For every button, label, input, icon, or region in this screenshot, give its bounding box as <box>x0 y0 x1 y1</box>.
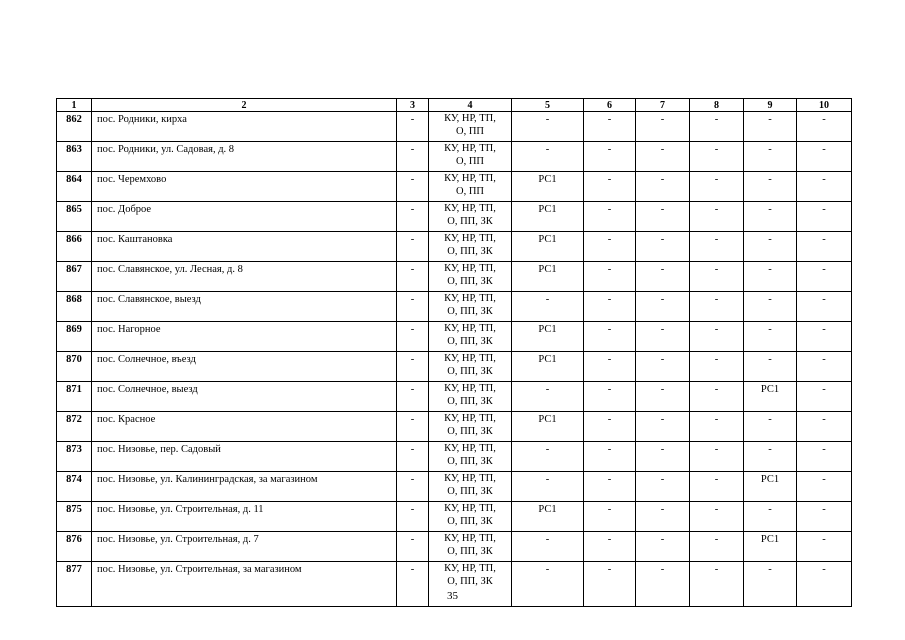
header-cell: 3 <box>397 99 429 112</box>
col3-value: - <box>397 202 429 232</box>
col9-value: - <box>744 322 797 352</box>
location-name: пос. Славянское, выезд <box>92 292 397 322</box>
col6-value: - <box>584 292 636 322</box>
col4-codes <box>429 472 512 502</box>
location-name: пос. Солнечное, выезд <box>92 382 397 412</box>
codes-line-1: КУ, НР, ТП, <box>444 113 496 124</box>
codes-line-2: О, ПП, ЗК <box>447 246 493 257</box>
location-name: пос. Низовье, ул. Калининградская, за магазином <box>92 472 397 502</box>
codes-line-1: КУ, НР, ТП, <box>444 293 496 304</box>
header-cell: 9 <box>744 99 797 112</box>
header-cell: 10 <box>797 99 852 112</box>
col4-codes <box>429 142 512 172</box>
col8-value: - <box>690 232 744 262</box>
col6-value: - <box>584 412 636 442</box>
table-row <box>57 292 852 322</box>
col9-value: РС1 <box>744 532 797 562</box>
col5-value: - <box>512 562 584 607</box>
col4-codes <box>429 232 512 262</box>
col10-value: - <box>797 532 852 562</box>
col9-value: - <box>744 262 797 292</box>
col3-value: - <box>397 352 429 382</box>
location-name: пос. Солнечное, въезд <box>92 352 397 382</box>
header-cell: 5 <box>512 99 584 112</box>
col5-value: РС1 <box>512 262 584 292</box>
location-name: пос. Низовье, ул. Строительная, за магазином <box>92 562 397 607</box>
col4-codes <box>429 202 512 232</box>
header-cell: 2 <box>92 99 397 112</box>
codes-line-1: КУ, НР, ТП, <box>444 443 496 454</box>
col5-value: - <box>512 292 584 322</box>
header-cell: 1 <box>57 99 92 112</box>
col10-value: - <box>797 232 852 262</box>
location-name: пос. Родники, кирха <box>92 112 397 142</box>
col7-value: - <box>636 352 690 382</box>
col5-value: РС1 <box>512 502 584 532</box>
col3-value: - <box>397 142 429 172</box>
col10-value: - <box>797 502 852 532</box>
row-number: 867 <box>57 262 92 292</box>
col10-value: - <box>797 202 852 232</box>
col6-value: - <box>584 472 636 502</box>
row-number: 873 <box>57 442 92 472</box>
col6-value: - <box>584 532 636 562</box>
col10-value: - <box>797 112 852 142</box>
col9-value: - <box>744 412 797 442</box>
codes-line-2: О, ПП, ЗК <box>447 486 493 497</box>
col3-value: - <box>397 322 429 352</box>
col5-value: РС1 <box>512 322 584 352</box>
col8-value: - <box>690 172 744 202</box>
col6-value: - <box>584 232 636 262</box>
col7-value: - <box>636 472 690 502</box>
col6-value: - <box>584 262 636 292</box>
codes-line-2: О, ПП, ЗК <box>447 396 493 407</box>
col8-value: - <box>690 502 744 532</box>
header-cell: 4 <box>429 99 512 112</box>
row-number: 876 <box>57 532 92 562</box>
col7-value: - <box>636 442 690 472</box>
col7-value: - <box>636 412 690 442</box>
col7-value: - <box>636 502 690 532</box>
table-row <box>57 112 852 142</box>
codes-line-2: О, ПП <box>456 126 484 137</box>
col4-codes <box>429 112 512 142</box>
row-number: 870 <box>57 352 92 382</box>
col9-value: - <box>744 292 797 322</box>
col5-value: - <box>512 382 584 412</box>
col8-value: - <box>690 412 744 442</box>
codes-line-1: КУ, НР, ТП, <box>444 563 496 574</box>
codes-line-2: О, ПП, ЗК <box>447 456 493 467</box>
header-row <box>57 99 852 112</box>
table-row <box>57 412 852 442</box>
col9-value: - <box>744 112 797 142</box>
col10-value: - <box>797 382 852 412</box>
col9-value: - <box>744 562 797 607</box>
col7-value: - <box>636 532 690 562</box>
codes-line-1: КУ, НР, ТП, <box>444 353 496 364</box>
col6-value: - <box>584 442 636 472</box>
row-number: 872 <box>57 412 92 442</box>
codes-line-1: КУ, НР, ТП, <box>444 533 496 544</box>
table-row <box>57 202 852 232</box>
col9-value: - <box>744 232 797 262</box>
location-name: пос. Низовье, пер. Садовый <box>92 442 397 472</box>
col9-value: - <box>744 442 797 472</box>
col4-codes <box>429 502 512 532</box>
col5-value: РС1 <box>512 202 584 232</box>
col5-value: РС1 <box>512 412 584 442</box>
col7-value: - <box>636 562 690 607</box>
codes-line-2: О, ПП <box>456 186 484 197</box>
col7-value: - <box>636 232 690 262</box>
col5-value: РС1 <box>512 172 584 202</box>
col3-value: - <box>397 382 429 412</box>
col10-value: - <box>797 352 852 382</box>
col4-codes <box>429 532 512 562</box>
col9-value: - <box>744 502 797 532</box>
col10-value: - <box>797 442 852 472</box>
col9-value: РС1 <box>744 472 797 502</box>
col8-value: - <box>690 472 744 502</box>
col8-value: - <box>690 562 744 607</box>
col4-codes <box>429 262 512 292</box>
col5-value: РС1 <box>512 232 584 262</box>
table-row <box>57 532 852 562</box>
codes-line-2: О, ПП, ЗК <box>447 276 493 287</box>
codes-line-2: О, ПП, ЗК <box>447 216 493 227</box>
col3-value: - <box>397 262 429 292</box>
codes-line-1: КУ, НР, ТП, <box>444 233 496 244</box>
codes-line-1: КУ, НР, ТП, <box>444 203 496 214</box>
col4-codes <box>429 172 512 202</box>
codes-line-2: О, ПП, ЗК <box>447 546 493 557</box>
codes-line-1: КУ, НР, ТП, <box>444 413 496 424</box>
codes-line-2: О, ПП, ЗК <box>447 366 493 377</box>
col3-value: - <box>397 562 429 607</box>
col3-value: - <box>397 232 429 262</box>
table-row <box>57 142 852 172</box>
codes-line-2: О, ПП <box>456 156 484 167</box>
col3-value: - <box>397 442 429 472</box>
col10-value: - <box>797 292 852 322</box>
codes-line-2: О, ПП, ЗК <box>447 336 493 347</box>
col8-value: - <box>690 352 744 382</box>
codes-line-2: О, ПП, ЗК <box>447 306 493 317</box>
col7-value: - <box>636 322 690 352</box>
col5-value: - <box>512 532 584 562</box>
codes-line-1: КУ, НР, ТП, <box>444 263 496 274</box>
col5-value: - <box>512 142 584 172</box>
table-row <box>57 322 852 352</box>
row-number: 864 <box>57 172 92 202</box>
row-number: 865 <box>57 202 92 232</box>
codes-line-1: КУ, НР, ТП, <box>444 503 496 514</box>
col5-value: РС1 <box>512 352 584 382</box>
codes-line-1: КУ, НР, ТП, <box>444 473 496 484</box>
row-number: 874 <box>57 472 92 502</box>
col7-value: - <box>636 292 690 322</box>
col8-value: - <box>690 262 744 292</box>
col6-value: - <box>584 382 636 412</box>
location-name: пос. Нагорное <box>92 322 397 352</box>
col5-value: - <box>512 442 584 472</box>
col4-codes <box>429 442 512 472</box>
codes-line-2: О, ПП, ЗК <box>447 516 493 527</box>
col3-value: - <box>397 112 429 142</box>
table-row <box>57 472 852 502</box>
col8-value: - <box>690 202 744 232</box>
col10-value: - <box>797 562 852 607</box>
row-number: 862 <box>57 112 92 142</box>
col6-value: - <box>584 172 636 202</box>
col5-value: - <box>512 472 584 502</box>
codes-line-1: КУ, НР, ТП, <box>444 323 496 334</box>
col9-value: - <box>744 172 797 202</box>
col6-value: - <box>584 562 636 607</box>
col10-value: - <box>797 472 852 502</box>
col3-value: - <box>397 412 429 442</box>
row-number: 866 <box>57 232 92 262</box>
table-row <box>57 172 852 202</box>
codes-line-1: КУ, НР, ТП, <box>444 143 496 154</box>
col4-codes <box>429 382 512 412</box>
col7-value: - <box>636 382 690 412</box>
header-cell: 8 <box>690 99 744 112</box>
col6-value: - <box>584 202 636 232</box>
location-name: пос. Славянское, ул. Лесная, д. 8 <box>92 262 397 292</box>
col10-value: - <box>797 322 852 352</box>
col9-value: - <box>744 352 797 382</box>
location-name: пос. Низовье, ул. Строительная, д. 7 <box>92 532 397 562</box>
col7-value: - <box>636 172 690 202</box>
row-number: 871 <box>57 382 92 412</box>
col8-value: - <box>690 292 744 322</box>
codes-line-1: КУ, НР, ТП, <box>444 383 496 394</box>
col4-codes <box>429 322 512 352</box>
col3-value: - <box>397 532 429 562</box>
codes-line-2: О, ПП, ЗК <box>447 576 493 587</box>
col6-value: - <box>584 352 636 382</box>
page-number: 35 <box>447 590 458 602</box>
col6-value: - <box>584 322 636 352</box>
location-name: пос. Низовье, ул. Строительная, д. 11 <box>92 502 397 532</box>
col8-value: - <box>690 442 744 472</box>
col6-value: - <box>584 142 636 172</box>
col10-value: - <box>797 142 852 172</box>
col7-value: - <box>636 202 690 232</box>
location-name: пос. Каштановка <box>92 232 397 262</box>
location-name: пос. Родники, ул. Садовая, д. 8 <box>92 142 397 172</box>
row-number: 868 <box>57 292 92 322</box>
location-name: пос. Черемхово <box>92 172 397 202</box>
codes-line-1: КУ, НР, ТП, <box>444 173 496 184</box>
col3-value: - <box>397 502 429 532</box>
header-cell: 7 <box>636 99 690 112</box>
col9-value: РС1 <box>744 382 797 412</box>
table-row <box>57 442 852 472</box>
col4-codes <box>429 412 512 442</box>
col8-value: - <box>690 382 744 412</box>
col4-codes <box>429 292 512 322</box>
col7-value: - <box>636 112 690 142</box>
col7-value: - <box>636 142 690 172</box>
col6-value: - <box>584 502 636 532</box>
col10-value: - <box>797 262 852 292</box>
col8-value: - <box>690 142 744 172</box>
col8-value: - <box>690 532 744 562</box>
table-row <box>57 382 852 412</box>
location-name: пос. Красное <box>92 412 397 442</box>
table-row <box>57 262 852 292</box>
col9-value: - <box>744 202 797 232</box>
data-table <box>56 98 852 607</box>
col10-value: - <box>797 172 852 202</box>
col10-value: - <box>797 412 852 442</box>
row-number: 869 <box>57 322 92 352</box>
col8-value: - <box>690 112 744 142</box>
table-row <box>57 232 852 262</box>
col8-value: - <box>690 322 744 352</box>
col5-value: - <box>512 112 584 142</box>
col3-value: - <box>397 172 429 202</box>
table-row <box>57 352 852 382</box>
table-row <box>57 502 852 532</box>
row-number: 877 <box>57 562 92 607</box>
col9-value: - <box>744 142 797 172</box>
codes-line-2: О, ПП, ЗК <box>447 426 493 437</box>
col4-codes <box>429 352 512 382</box>
col7-value: - <box>636 262 690 292</box>
col6-value: - <box>584 112 636 142</box>
location-name: пос. Доброе <box>92 202 397 232</box>
col3-value: - <box>397 472 429 502</box>
row-number: 875 <box>57 502 92 532</box>
header-cell: 6 <box>584 99 636 112</box>
row-number: 863 <box>57 142 92 172</box>
col3-value: - <box>397 292 429 322</box>
